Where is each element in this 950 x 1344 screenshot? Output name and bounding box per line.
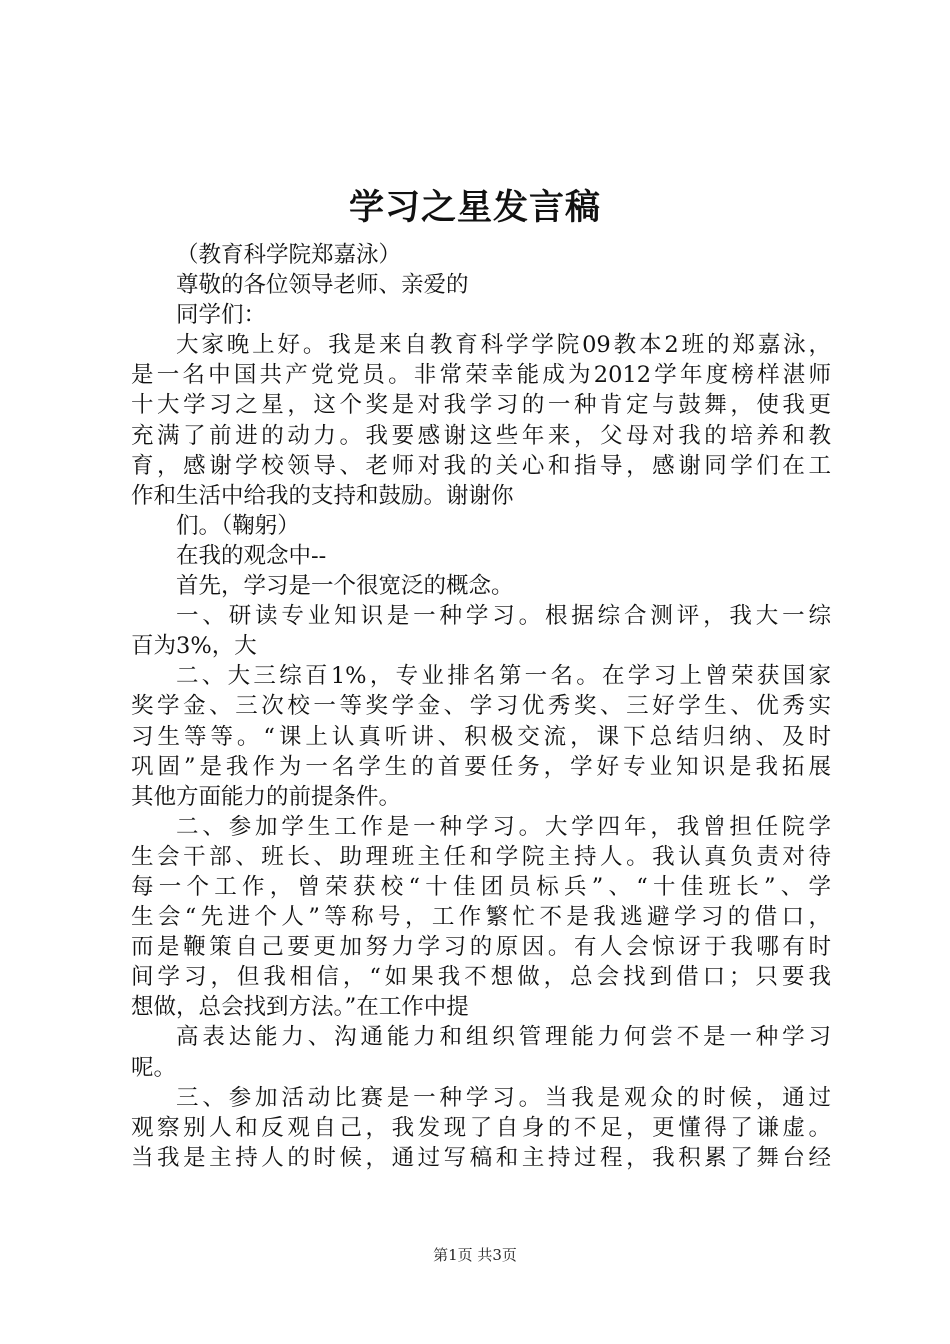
text-line: 是一名中国共产党党员。非常荣幸能成为2012学年度榜样湛师 bbox=[131, 362, 831, 389]
text-line: 习生等等。“课上认真听讲、积极交流，课下总结归纳、及时 bbox=[131, 723, 831, 750]
text-line: 二、大三综百1%，专业排名第一名。在学习上曾荣获国家 bbox=[176, 663, 831, 690]
text-line: 充满了前进的动力。我要感谢这些年来，父母对我的培养和教 bbox=[131, 422, 831, 449]
text-line: 生会“先进个人”等称号，工作繁忙不是我逃避学习的借口， bbox=[131, 904, 831, 931]
text-line: 而是鞭策自己要更加努力学习的原因。有人会惊讶于我哪有时 bbox=[131, 934, 831, 961]
text-line: 大家晚上好。我是来自教育科学学院09教本2班的郑嘉泳， bbox=[176, 332, 831, 359]
text-line: 一、研读专业知识是一种学习。根据综合测评，我大一综 bbox=[176, 603, 831, 630]
text-line: 作和生活中给我的支持和鼓励。谢谢你 bbox=[131, 482, 514, 509]
text-line: 间学习，但我相信，“如果我不想做，总会找到借口；只要我 bbox=[131, 964, 831, 991]
text-line: 巩固”是我作为一名学生的首要任务，学好专业知识是我拓展 bbox=[131, 753, 831, 780]
text-line: 首先，学习是一个很宽泛的概念。 bbox=[176, 573, 514, 600]
text-line: 在我的观念中-- bbox=[176, 542, 327, 569]
document-title: 学习之星发言稿 bbox=[348, 187, 601, 228]
document-body bbox=[131, 240, 831, 1173]
page-footer: 第1页 共3页 bbox=[433, 1246, 517, 1264]
text-line: 高表达能力、沟通能力和组织管理能力何尝不是一种学习 bbox=[176, 1024, 831, 1051]
text-line: 奖学金、三次校一等奖学金、学习优秀奖、三好学生、优秀实 bbox=[131, 693, 831, 720]
text-line: 每一个工作，曾荣获校“十佳团员标兵”、“十佳班长”、学 bbox=[131, 873, 831, 900]
text-line: 想做，总会找到方法。”在工作中提 bbox=[131, 994, 469, 1021]
text-line: 同学们： bbox=[176, 302, 267, 329]
text-line: 生会干部、班长、助理班主任和学院主持人。我认真负责对待 bbox=[131, 843, 831, 870]
text-line: 观察别人和反观自己，我发现了自身的不足，更懂得了谦虚。 bbox=[131, 1114, 831, 1141]
text-line: 尊敬的各位领导老师、亲爱的 bbox=[176, 272, 469, 299]
text-line: 二、参加学生工作是一种学习。大学四年，我曾担任院学 bbox=[176, 813, 831, 840]
text-line: 其他方面能力的前提条件。 bbox=[131, 783, 402, 810]
text-line: 们。（鞠躬） bbox=[176, 512, 300, 539]
text-line: 呢。 bbox=[131, 1054, 177, 1081]
text-line: 当我是主持人的时候，通过写稿和主持过程，我积累了舞台经 bbox=[131, 1144, 831, 1171]
text-line: 百为3%，大 bbox=[131, 633, 257, 660]
text-line: 十大学习之星，这个奖是对我学习的一种肯定与鼓舞，使我更 bbox=[131, 392, 831, 419]
text-line: 三、参加活动比赛是一种学习。当我是观众的时候，通过 bbox=[176, 1084, 831, 1111]
text-line: （教育科学院郑嘉泳） bbox=[176, 242, 402, 268]
text-line: 育，感谢学校领导、老师对我的关心和指导，感谢同学们在工 bbox=[131, 452, 831, 479]
